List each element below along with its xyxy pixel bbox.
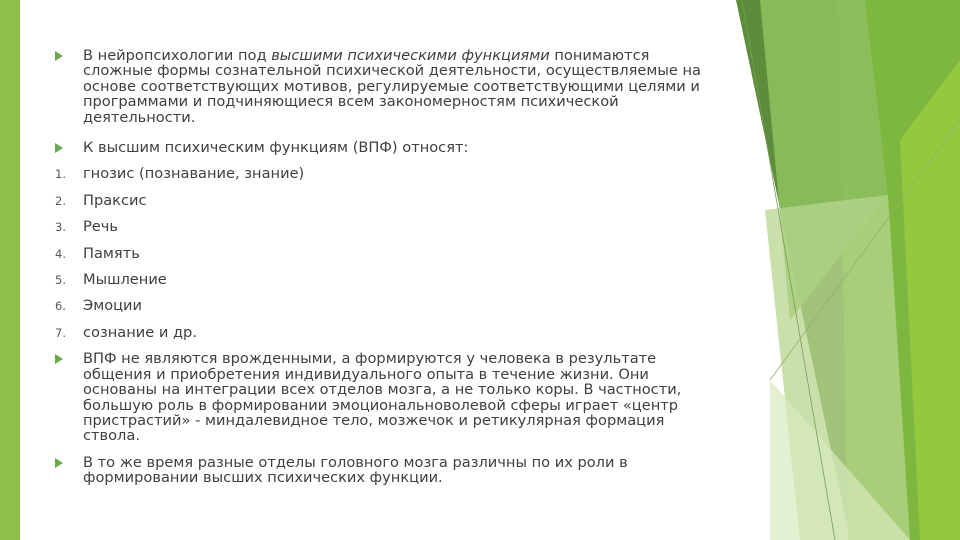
paragraph3-text: ВПФ не являются врожденными, а формируются у человека в результате общения и приобретения индивидуального опыта в течение жизни. Они основаны на интеграции всех отделов мозга, а не только коры. В частности, большую роль в формировании эмоциональноволевой сферы играет «центр пристрастий» - миндалевидное тело, мозжечок и ретикулярная формация ствола. [83,350,682,445]
paragraph-definition [55,48,715,125]
slide-content [55,48,715,486]
list-item [55,325,715,340]
list-item-text: Память [83,244,140,262]
list-item [55,272,715,287]
paragraph-brain-regions [55,455,715,486]
list-number: 6. [55,299,66,314]
list-number: 3. [55,220,66,235]
paragraph2-text: К высшим психическим функциям (ВПФ) относят: [83,139,469,157]
paragraph1-after: понимаются сложные формы сознательной психической деятельности, осуществляемые на основе соответствующих мотивов, регулируемые соответствующими целями и программами и подчиняющиеся всем закономерностям психической деятельности. [83,47,701,126]
triangle-bullet-icon [55,51,63,61]
list-item [55,298,715,313]
list-item [55,219,715,234]
list-item-text: гнозис (познавание, знание) [83,165,305,183]
list-number: 2. [55,193,66,208]
list-item [55,193,715,208]
list-item-text: сознание и др. [83,323,197,341]
list-item-text: Эмоции [83,297,143,315]
list-item [55,166,715,181]
list-number: 1. [55,167,66,182]
paragraph1-before: В нейропсихологии под [83,47,272,64]
list-number: 5. [55,273,66,288]
list-item-text: Речь [83,218,119,236]
list-number: 4. [55,246,66,261]
list-item-text: Праксис [83,191,147,209]
paragraph-list-intro [55,140,715,155]
paragraph-formation [55,351,715,443]
triangle-bullet-icon [55,354,63,364]
list-item-text: Мышление [83,271,167,289]
paragraph4-text: В то же время разные отделы головного мозга различны по их роли в формировании высших психических функции. [83,453,628,487]
left-green-edge [0,0,20,540]
list-number: 7. [55,325,66,340]
triangle-bullet-icon [55,143,63,153]
paragraph1-italic: высшими психическими функциями [271,47,550,64]
triangle-bullet-icon [55,458,63,468]
list-item [55,246,715,261]
